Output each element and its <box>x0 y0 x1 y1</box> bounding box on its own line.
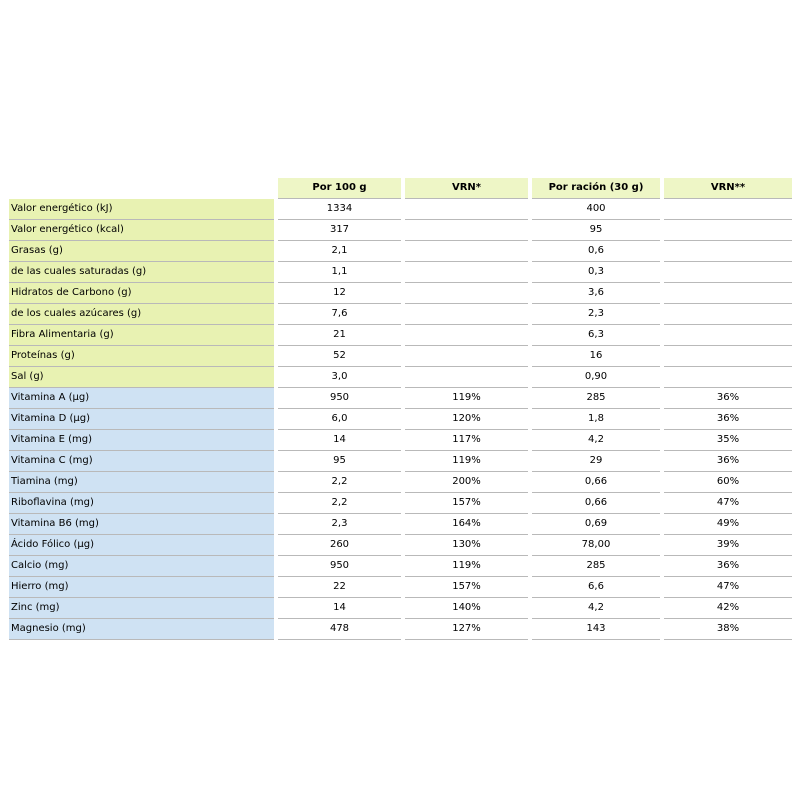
vrn-100g-value <box>405 304 528 325</box>
vrn-100g-value <box>405 283 528 304</box>
nutrient-name: Valor energético (kcal) <box>9 220 274 241</box>
nutrient-name: Grasas (g) <box>9 241 274 262</box>
nutrient-name: Ácido Fólico (µg) <box>9 535 274 556</box>
table-row <box>9 535 792 556</box>
vrn-serving-value <box>664 199 792 220</box>
vrn-100g-value <box>405 367 528 388</box>
table-row <box>9 283 792 304</box>
table-row <box>9 451 792 472</box>
vrn-serving-value: 35% <box>664 430 792 451</box>
per-100g-value: 7,6 <box>278 304 401 325</box>
per-100g-value: 2,2 <box>278 493 401 514</box>
vrn-100g-value: 120% <box>405 409 528 430</box>
vrn-100g-value <box>405 346 528 367</box>
vrn-serving-value: 42% <box>664 598 792 619</box>
vrn-100g-value <box>405 241 528 262</box>
per-100g-value: 2,1 <box>278 241 401 262</box>
table-row <box>9 598 792 619</box>
per-serving-value: 0,69 <box>532 514 660 535</box>
vrn-serving-value: 47% <box>664 577 792 598</box>
per-100g-value: 478 <box>278 619 401 640</box>
per-100g-value: 12 <box>278 283 401 304</box>
nutrient-name: Calcio (mg) <box>9 556 274 577</box>
vrn-serving-value: 38% <box>664 619 792 640</box>
per-serving-value: 95 <box>532 220 660 241</box>
per-100g-value: 95 <box>278 451 401 472</box>
nutrient-name: Riboflavina (mg) <box>9 493 274 514</box>
nutrient-name: Proteínas (g) <box>9 346 274 367</box>
table-row <box>9 304 792 325</box>
nutrient-name: Vitamina D (µg) <box>9 409 274 430</box>
nutrient-name: Vitamina E (mg) <box>9 430 274 451</box>
table-row <box>9 199 792 220</box>
per-100g-value: 950 <box>278 388 401 409</box>
header-blank-cell <box>9 178 274 199</box>
vrn-100g-value: 119% <box>405 556 528 577</box>
vrn-serving-value <box>664 304 792 325</box>
vrn-100g-value: 200% <box>405 472 528 493</box>
per-100g-value: 22 <box>278 577 401 598</box>
table-row <box>9 556 792 577</box>
table-row <box>9 346 792 367</box>
per-100g-value: 21 <box>278 325 401 346</box>
per-100g-value: 260 <box>278 535 401 556</box>
vrn-100g-value <box>405 262 528 283</box>
per-100g-value: 950 <box>278 556 401 577</box>
table-row <box>9 325 792 346</box>
nutrient-name: Fibra Alimentaria (g) <box>9 325 274 346</box>
per-serving-value: 0,66 <box>532 493 660 514</box>
vrn-100g-value: 127% <box>405 619 528 640</box>
per-100g-value: 1,1 <box>278 262 401 283</box>
nutrition-table <box>9 178 792 640</box>
nutrient-name: Vitamina A (µg) <box>9 388 274 409</box>
vrn-serving-value: 60% <box>664 472 792 493</box>
table-row <box>9 514 792 535</box>
per-serving-value: 285 <box>532 556 660 577</box>
per-serving-value: 6,6 <box>532 577 660 598</box>
nutrient-name: Hidratos de Carbono (g) <box>9 283 274 304</box>
per-serving-value: 78,00 <box>532 535 660 556</box>
nutrient-name: Zinc (mg) <box>9 598 274 619</box>
vrn-serving-value <box>664 262 792 283</box>
nutrient-name: Tiamina (mg) <box>9 472 274 493</box>
per-serving-value: 2,3 <box>532 304 660 325</box>
table-row <box>9 430 792 451</box>
table-row <box>9 409 792 430</box>
nutrient-name: de las cuales saturadas (g) <box>9 262 274 283</box>
per-serving-value: 400 <box>532 199 660 220</box>
table-row <box>9 241 792 262</box>
per-100g-value: 2,3 <box>278 514 401 535</box>
vrn-serving-value <box>664 325 792 346</box>
table-row <box>9 262 792 283</box>
vrn-100g-value <box>405 220 528 241</box>
table-row <box>9 619 792 640</box>
vrn-serving-value: 36% <box>664 556 792 577</box>
per-serving-value: 1,8 <box>532 409 660 430</box>
vrn-100g-value: 157% <box>405 577 528 598</box>
table-body <box>9 199 792 640</box>
per-serving-value: 0,3 <box>532 262 660 283</box>
per-serving-value: 143 <box>532 619 660 640</box>
vrn-100g-value: 130% <box>405 535 528 556</box>
nutrient-name: Magnesio (mg) <box>9 619 274 640</box>
vrn-serving-value: 39% <box>664 535 792 556</box>
per-100g-value: 2,2 <box>278 472 401 493</box>
per-serving-value: 4,2 <box>532 598 660 619</box>
vrn-serving-value: 49% <box>664 514 792 535</box>
per-serving-value: 4,2 <box>532 430 660 451</box>
nutrient-name: Vitamina B6 (mg) <box>9 514 274 535</box>
nutrient-name: Hierro (mg) <box>9 577 274 598</box>
per-serving-value: 3,6 <box>532 283 660 304</box>
per-serving-value: 285 <box>532 388 660 409</box>
table-row <box>9 388 792 409</box>
vrn-serving-value: 36% <box>664 451 792 472</box>
vrn-100g-value: 117% <box>405 430 528 451</box>
vrn-serving-value <box>664 346 792 367</box>
per-serving-value: 0,90 <box>532 367 660 388</box>
header-per-serving: Por ración (30 g) <box>532 178 660 199</box>
vrn-serving-value <box>664 283 792 304</box>
table-row <box>9 577 792 598</box>
per-serving-value: 29 <box>532 451 660 472</box>
vrn-100g-value: 164% <box>405 514 528 535</box>
per-100g-value: 1334 <box>278 199 401 220</box>
table-row <box>9 367 792 388</box>
vrn-100g-value: 119% <box>405 451 528 472</box>
vrn-serving-value: 36% <box>664 409 792 430</box>
per-serving-value: 0,66 <box>532 472 660 493</box>
vrn-100g-value <box>405 325 528 346</box>
vrn-serving-value <box>664 241 792 262</box>
vrn-serving-value: 47% <box>664 493 792 514</box>
per-100g-value: 6,0 <box>278 409 401 430</box>
nutrient-name: Vitamina C (mg) <box>9 451 274 472</box>
header-vrn-100g: VRN* <box>405 178 528 199</box>
vrn-serving-value <box>664 220 792 241</box>
table-row <box>9 220 792 241</box>
vrn-100g-value <box>405 199 528 220</box>
vrn-100g-value: 119% <box>405 388 528 409</box>
per-100g-value: 3,0 <box>278 367 401 388</box>
table-row <box>9 472 792 493</box>
vrn-100g-value: 157% <box>405 493 528 514</box>
per-serving-value: 6,3 <box>532 325 660 346</box>
per-100g-value: 52 <box>278 346 401 367</box>
per-100g-value: 14 <box>278 430 401 451</box>
per-serving-value: 0,6 <box>532 241 660 262</box>
header-per-100g: Por 100 g <box>278 178 401 199</box>
nutrient-name: Valor energético (kJ) <box>9 199 274 220</box>
vrn-serving-value: 36% <box>664 388 792 409</box>
vrn-serving-value <box>664 367 792 388</box>
per-100g-value: 14 <box>278 598 401 619</box>
per-100g-value: 317 <box>278 220 401 241</box>
nutrient-name: Sal (g) <box>9 367 274 388</box>
header-vrn-serving: VRN** <box>664 178 792 199</box>
vrn-100g-value: 140% <box>405 598 528 619</box>
per-serving-value: 16 <box>532 346 660 367</box>
nutrient-name: de los cuales azúcares (g) <box>9 304 274 325</box>
header-row <box>9 178 792 199</box>
table-row <box>9 493 792 514</box>
